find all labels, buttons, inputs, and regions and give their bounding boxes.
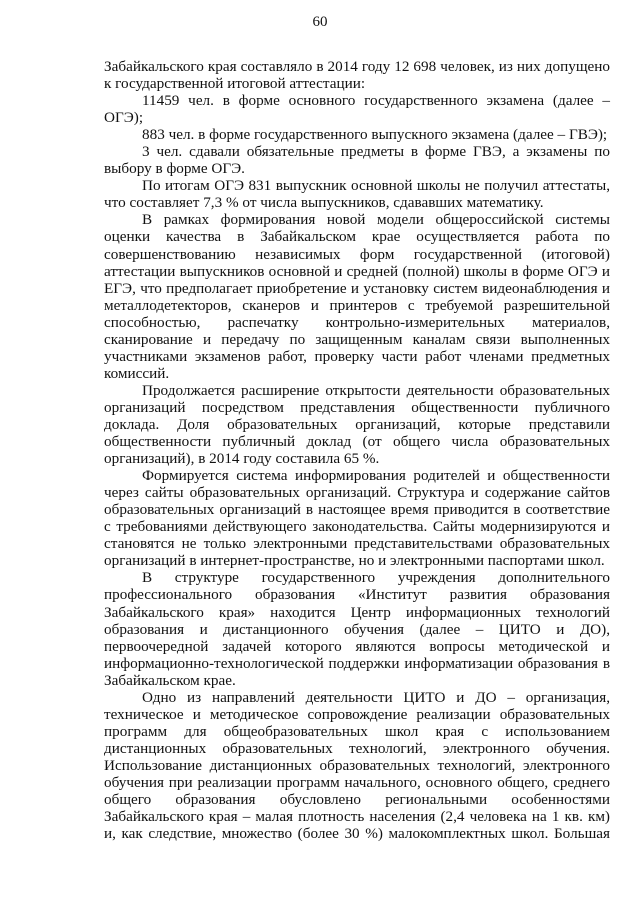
paragraph-cito-center: В структуре государственного учреждения дополнительного профессионального образования «Институт развития образования Забайкальского края» находится Центр информационных технологий образования и дистанционного обучения (далее – ЦИТО и ДО), первоочередной задачей которого являются вопросы методической и информационно-технологической поддержки информатизации образования в Забайкальском крае. — [104, 569, 610, 689]
paragraph-gve-count: 883 чел. в форме государственного выпускного экзамена (далее – ГВЭ); — [142, 126, 608, 144]
paragraph-mixed-form: 3 чел. сдавали обязательные предметы в форме ГВЭ, а экзамены по выбору в форме ОГЭ. — [104, 143, 610, 178]
paragraph-graduates-total: Забайкальского края составляло в 2014 году 12 698 человек, из них допущено к государственной итоговой аттестации: — [104, 58, 610, 93]
paragraph-public-report: Продолжается расширение открытости деятельности образовательных организаций посредством представления общественности публичного доклада. Доля образовательных организаций, которые представили общественности публичный доклад (от общего числа образовательных организаций), в 2014 году составила 65 %. — [104, 381, 610, 468]
page-number: 60 — [312, 14, 328, 30]
paragraph-quality-assessment: В рамках формирования новой модели общероссийской системы оценки качества в Забайкальском крае осуществляется работа по совершенствованию независимых форм государственной (итоговой) аттестации выпускников основной и средней (полной) школы в форме ОГЭ и ЕГЭ, что предполагает приобретение и установку систем видеонаблюдения и металлодетекторов, сканеров и принтеров с требуемой разрешительной способностью, распечатку контрольно-измерительных материалов, сканирование и передачу по защищенным каналам связи выполненных участниками экзаменов работ, проверку части работ членами предметных комиссий. — [104, 211, 610, 382]
document-body — [104, 58, 610, 842]
paragraph-websites: Формируется система информирования родителей и общественности через сайты образовательных организаций. Структура и содержание сайтов образовательных организаций в настоящее время приводится в соответствие с требованиями действующего законодательства. Сайты модернизируются и становятся не только электронными представительствами образовательных организаций в интернет-пространстве, но и электронными паспортами школ. — [104, 467, 610, 570]
paragraph-oge-count: 11459 чел. в форме основного государственного экзамена (далее – ОГЭ); — [104, 92, 610, 127]
paragraph-oge-results: По итогам ОГЭ 831 выпускник основной школы не получил аттестаты, что составляет 7,3 % от числа выпускников, сдававших математику. — [104, 177, 610, 212]
paragraph-distance-learning: Одно из направлений деятельности ЦИТО и ДО – организация, техническое и методическое сопровождение реализации образовательных программ для общеобразовательных школ края с использованием дистанционных образовательных технологий, электронного обучения. Использование дистанционных образовательных технологий, электронного обучения при реализации программ начального, основного общего, среднего общего образования обусловлено региональными особенностями Забайкальского края – малая плотность населения (2,4 человека на 1 кв. км) и, как следствие, множество (более 30 %) малокомплектных школ. Большая — [104, 688, 610, 843]
